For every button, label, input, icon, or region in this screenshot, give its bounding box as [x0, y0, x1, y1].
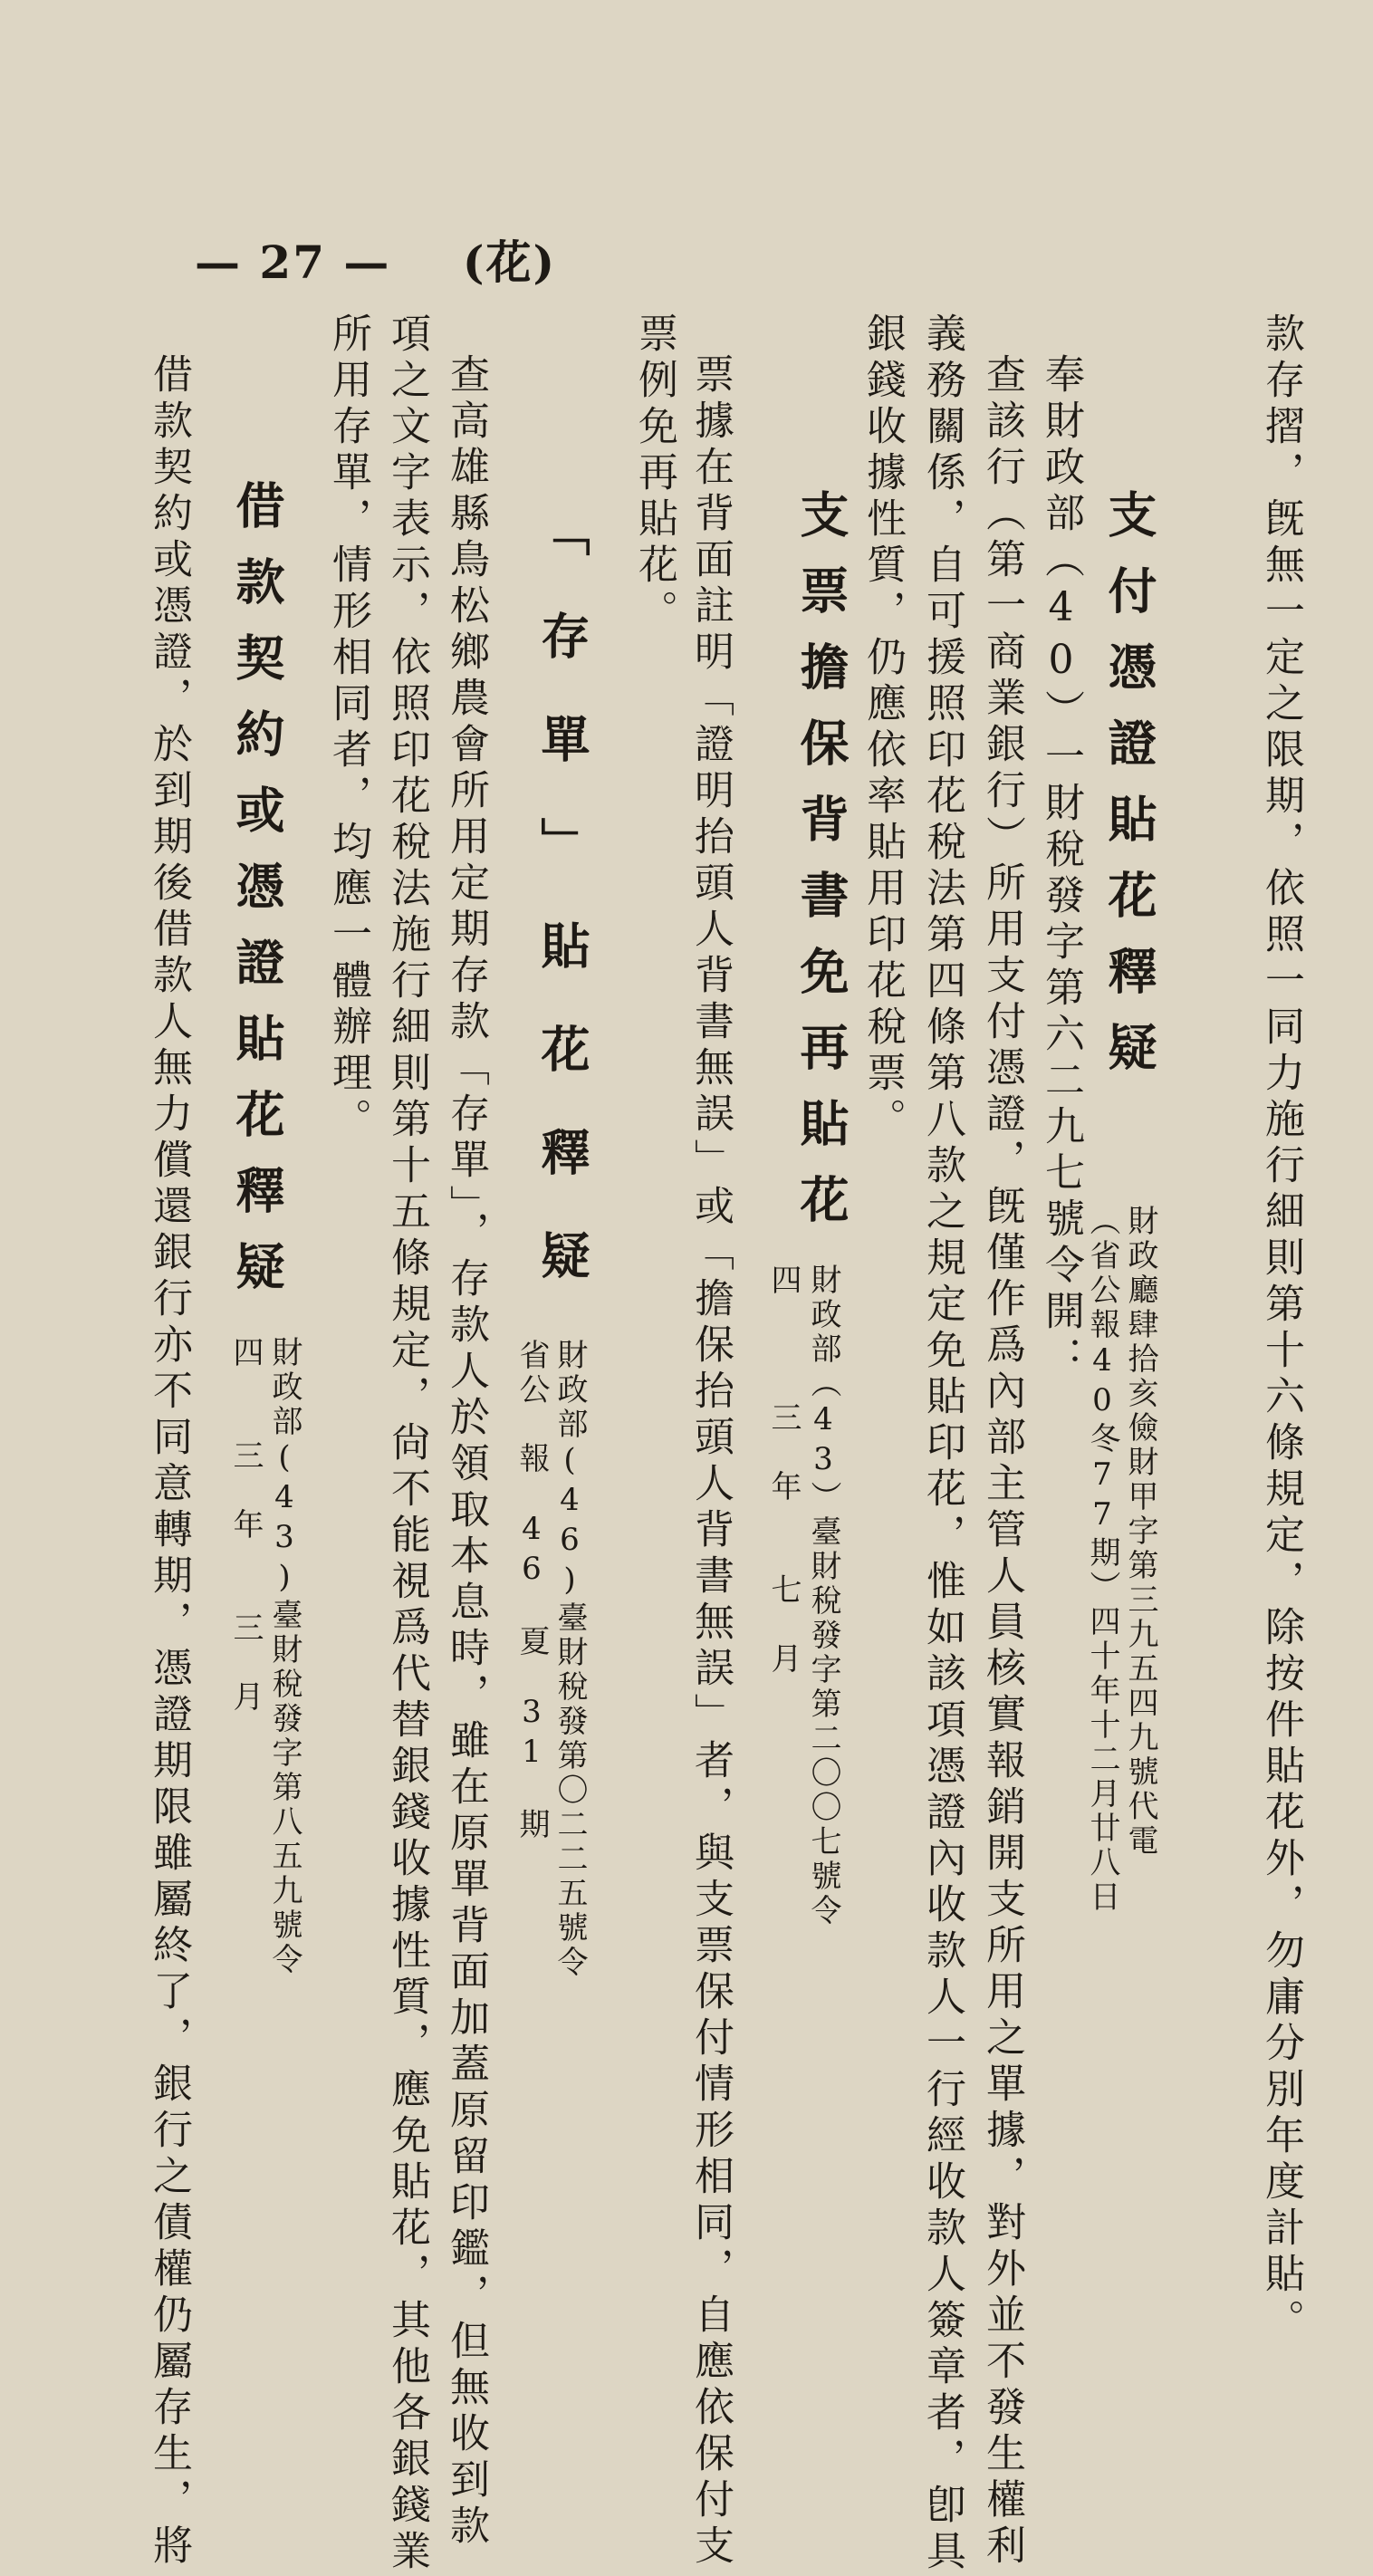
citation-1b: （省公報40冬77期）四十年十二月廿八日 [1084, 1205, 1120, 1915]
text-column-8: 項之文字表示，依照印花稅法施行細則第十五條規定，尙不能視爲代替銀錢收據性質，應免貼花，其他各銀錢業 [384, 312, 430, 2576]
citation-4a: 財政部(43)臺財稅發字第八五九號令 [266, 1336, 302, 1977]
text-column-1: 款存摺，旣無一定之限期，依照一同力施行細則第十六條規定，除按件貼花外，勿庸分別年度計貼。 [1258, 312, 1304, 2345]
text-column-10: 借款契約或憑證，於到期後借款人無力償還銀行亦不同意轉期，憑證期限雖屬終了，銀行之債權仍屬存生，將 [146, 353, 192, 2571]
text-column-7: 查高雄縣鳥松鄉農會所用定期存款「存單」，存款人於領取本息時，雖在原單背面加蓋原留印鑑，但無收到款 [443, 353, 489, 2551]
text-column-4: 銀錢收據性質，仍應依率貼用印花稅票。 [859, 312, 906, 1144]
page-number: — 27 — [195, 235, 391, 289]
section-marker: (花) [462, 235, 557, 289]
citation-2a: 財政部（43）臺財稅發字第二〇〇七號令 [805, 1264, 841, 1928]
text-column-9: 所用存單，情形相同者，均應一體辦理。 [325, 312, 371, 1144]
text-column-5: 票據在背面註明「證明抬頭人背書無誤」或「擔保抬頭人背書無誤」者，與支票保付情形相同，自應依保付支 [687, 353, 734, 2571]
citation-3b: 省公 報 46 夏 31 期 [514, 1339, 550, 1842]
page-folio [195, 226, 556, 292]
section-heading-1: 支付憑證貼花釋疑 [1100, 489, 1158, 1098]
citation-2b: 四 三 年 七 月 [765, 1264, 802, 1677]
citation-4b: 四 三 年 三 月 [227, 1336, 264, 1715]
section-heading-2: 支票擔保背書免再貼花 [792, 489, 850, 1250]
citation-1a: 財政廳肆拾亥儉財甲字第三九五四九號代電 [1122, 1205, 1158, 1859]
section-heading-3: 「存單」貼花釋疑 [533, 507, 591, 1333]
text-column-3: 義務關係，自可援照印花稅法第四條第八款之規定免貼印花，惟如該項憑證內收款人一行經收款人簽章者，卽具 [919, 312, 965, 2576]
text-column-6: 票例免再貼花。 [631, 312, 677, 636]
text-column-2: 查該行（第一商業銀行）所用支付憑證，旣僅作爲內部主管人員核實報銷開支所用之單據，對外並不發生權利 [979, 353, 1025, 2571]
section-heading-4: 借款契約或憑證貼花釋疑 [228, 480, 286, 1317]
directive-line-1: 奉財政部（40）一財稅發字第六二九七號令開： [1038, 353, 1084, 1382]
citation-3a: 財政部(46)臺財稅發第〇二二五號令 [552, 1339, 588, 1980]
